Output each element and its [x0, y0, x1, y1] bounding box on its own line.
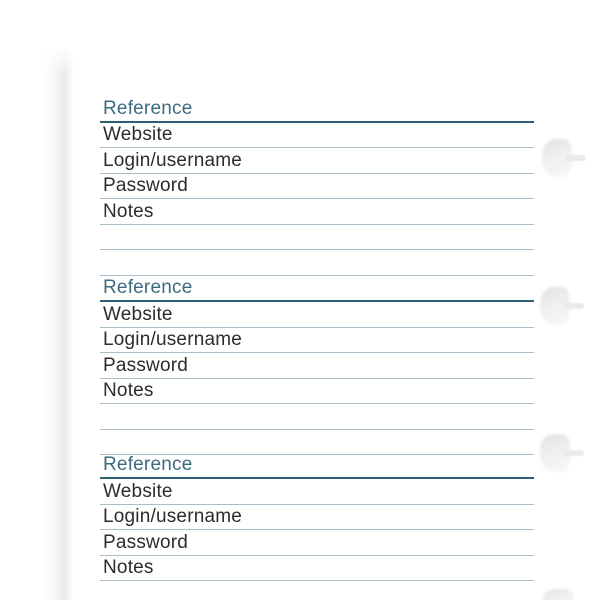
notes-row	[100, 379, 534, 405]
binder-hole-shadow	[540, 434, 586, 474]
password-label: Password	[103, 531, 189, 553]
notes-label: Notes	[103, 380, 154, 401]
website-row	[100, 123, 534, 149]
password-label: Password	[103, 175, 189, 196]
login-username-row	[100, 328, 534, 354]
binder-hole-slit	[566, 155, 586, 161]
notes-row	[100, 556, 534, 582]
login-username-row	[100, 148, 534, 174]
page-left-edge-shadow-fade	[40, 40, 80, 76]
binder-hole-slit	[564, 303, 584, 309]
binder-hole-shadow	[542, 139, 588, 179]
password-row	[100, 174, 534, 200]
reference-row	[100, 277, 534, 303]
website-row	[100, 479, 534, 505]
password-row	[100, 530, 534, 556]
password-label: Password	[103, 354, 189, 376]
notes-label: Notes	[103, 200, 154, 222]
binder-hole-slit	[564, 450, 584, 456]
binder-hole-shadow	[540, 287, 586, 327]
website-label: Website	[103, 303, 173, 325]
reference-row	[100, 97, 534, 123]
binder-hole-shadow-partial	[543, 589, 589, 600]
blank-ruled-line	[100, 430, 534, 456]
reference-label: Reference	[103, 454, 193, 475]
website-label: Website	[103, 480, 173, 502]
blank-ruled-line	[100, 225, 534, 251]
login-username-row	[100, 505, 534, 531]
blank-ruled-line	[100, 250, 534, 276]
notes-label: Notes	[103, 557, 154, 578]
blank-ruled-line	[100, 404, 534, 430]
password-entry-section-1	[100, 97, 534, 276]
password-row	[100, 353, 534, 379]
reference-label: Reference	[103, 97, 193, 119]
reference-label: Reference	[103, 277, 193, 298]
password-entry-section-3	[100, 454, 534, 582]
website-row	[100, 302, 534, 328]
page-left-edge-shadow	[44, 44, 74, 600]
website-label: Website	[103, 124, 173, 145]
reference-row	[100, 454, 534, 480]
password-entry-section-2	[100, 277, 534, 456]
login-username-label: Login/username	[103, 506, 243, 527]
login-username-label: Login/username	[103, 329, 243, 350]
notes-row	[100, 199, 534, 225]
login-username-label: Login/username	[103, 149, 243, 171]
binder-hole-icon	[543, 589, 573, 600]
